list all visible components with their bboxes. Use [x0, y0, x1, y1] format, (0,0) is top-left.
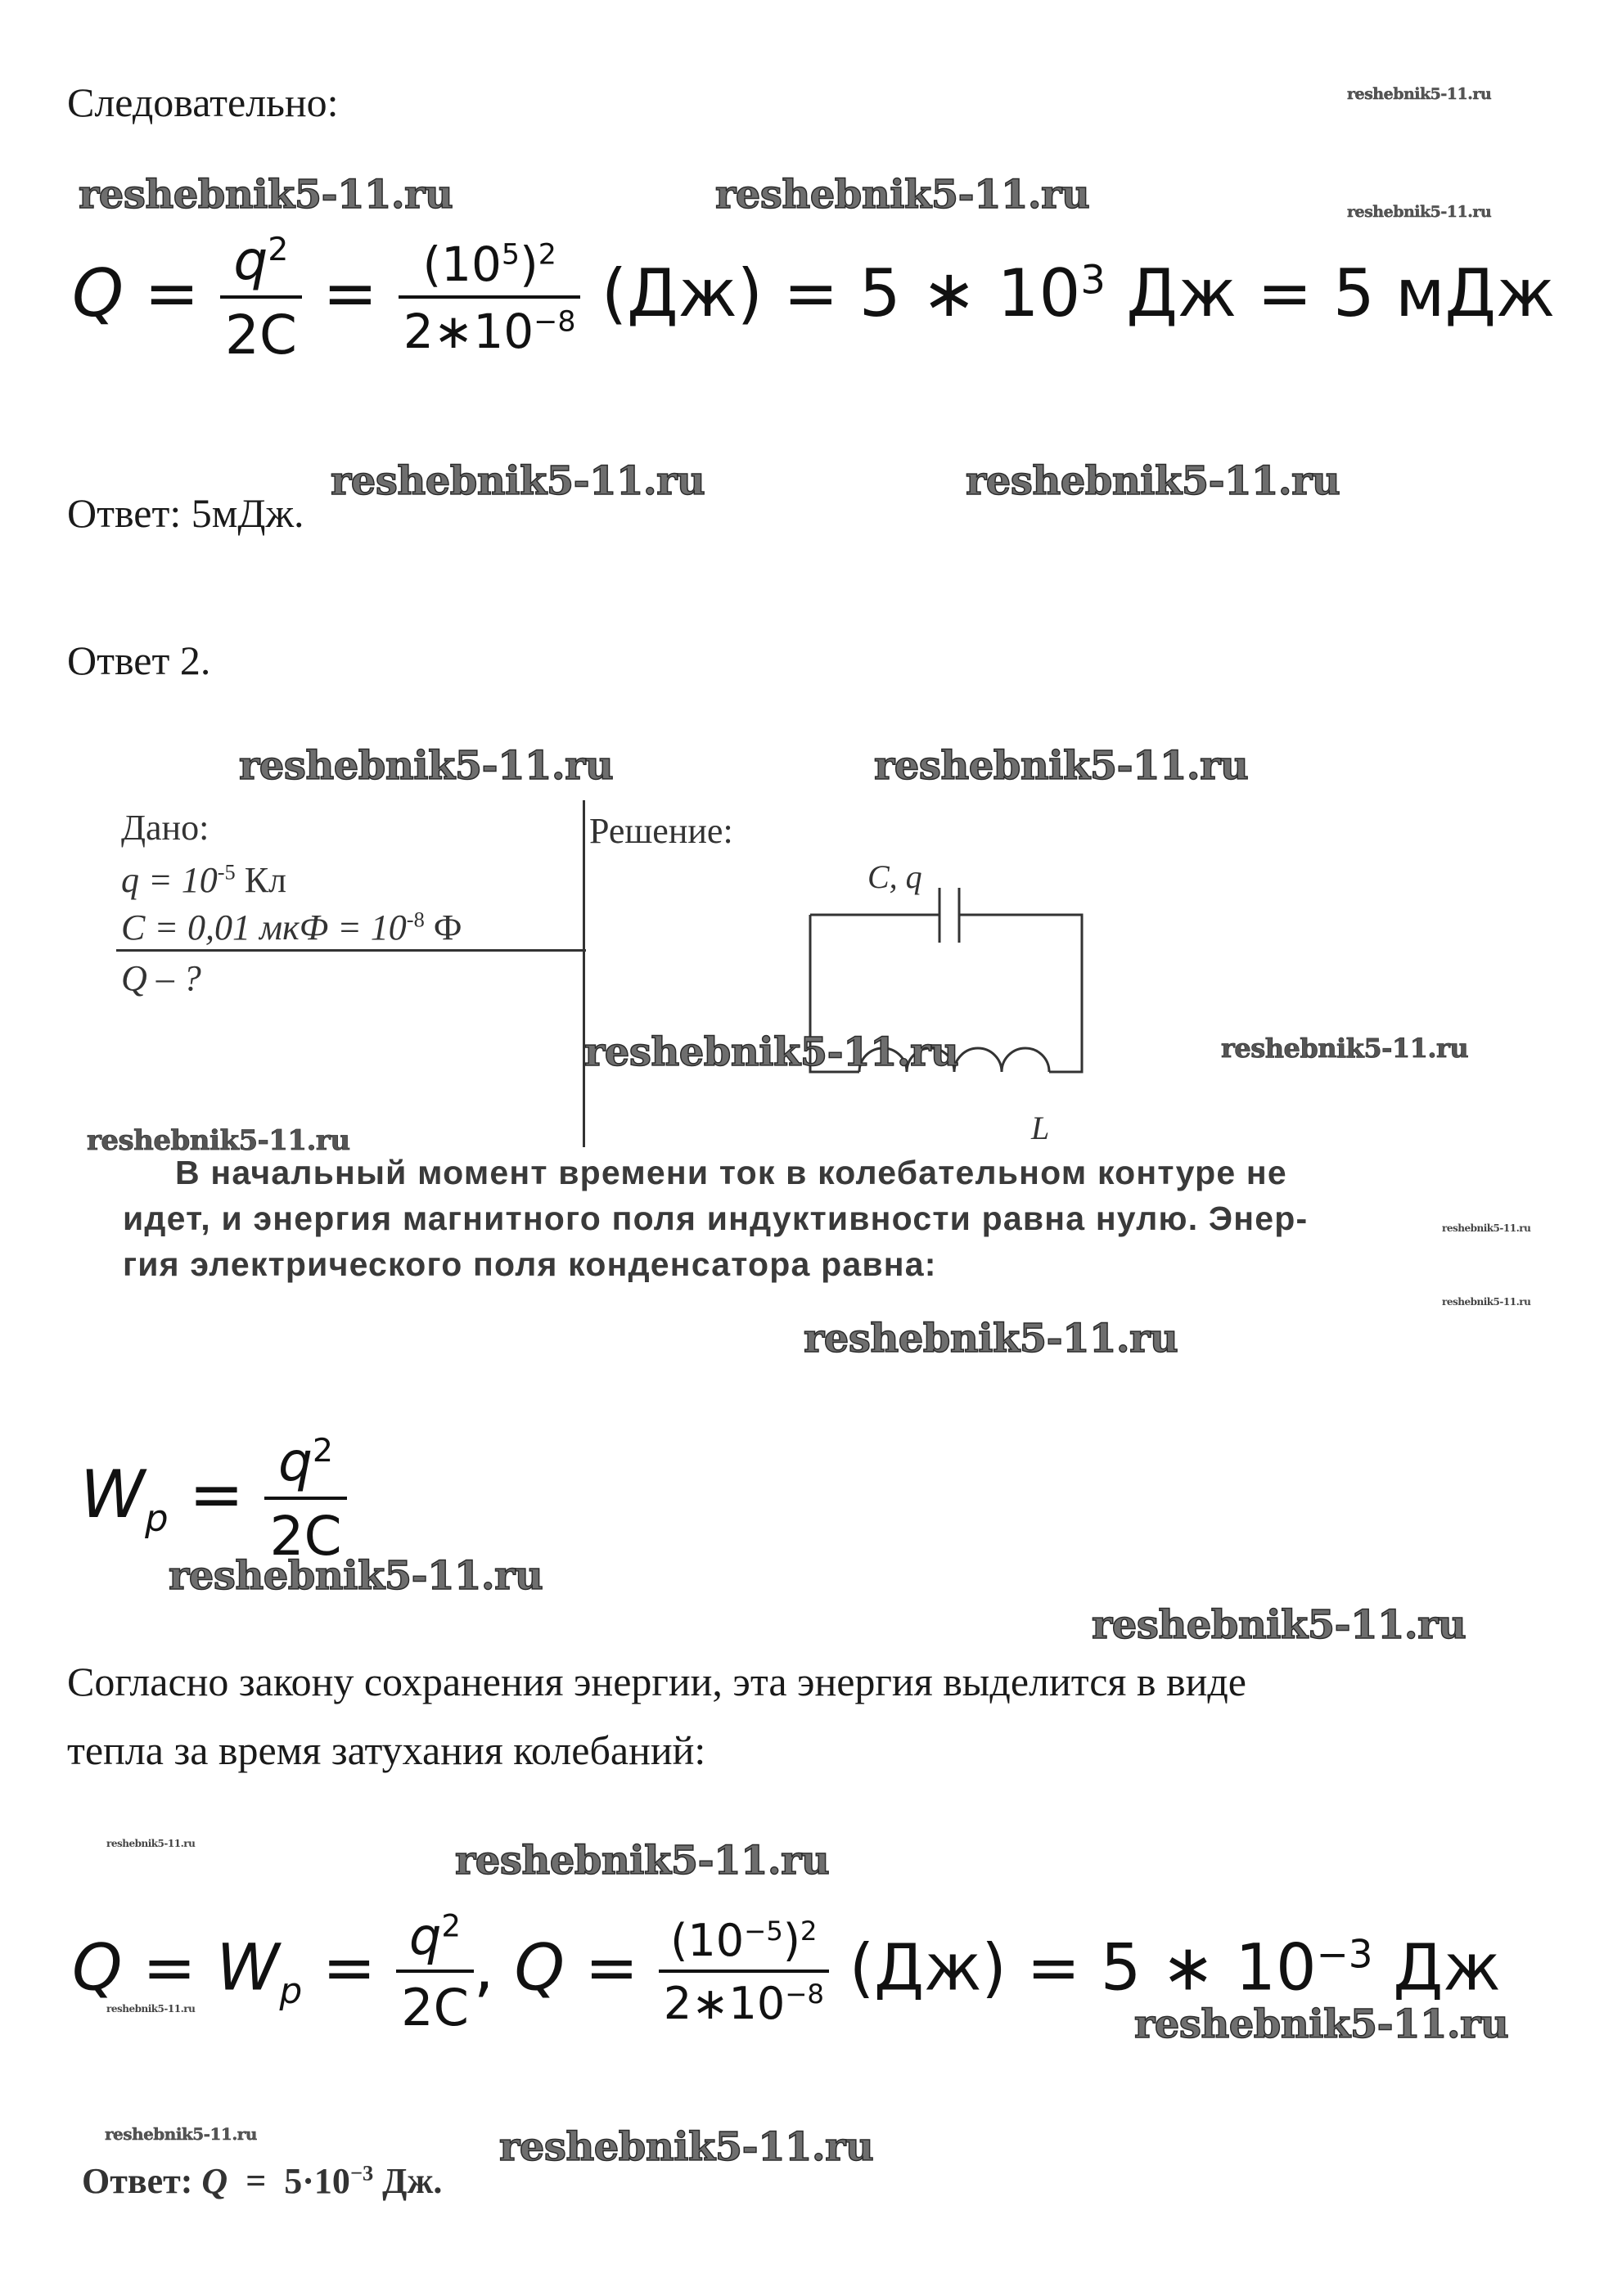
exponent: 2	[312, 1432, 334, 1470]
fraction	[396, 1907, 474, 2037]
equation-unit-part: (Дж) = 5 ∗ 10	[849, 1931, 1317, 2006]
watermark-text: reshebnik5-11.ru	[105, 2124, 257, 2144]
denominator: 2∗10	[663, 1978, 786, 2029]
equation-electric-energy	[80, 1430, 347, 1568]
math-operator: =	[322, 254, 378, 331]
denominator: 2C	[220, 295, 302, 367]
given-find: Q – ?	[121, 958, 201, 998]
exponent: 5	[501, 238, 520, 272]
paragraph-conservation-line: Согласно закону сохранения энергии, эта энергия выделится в виде	[67, 1659, 1246, 1704]
exponent: -5	[217, 859, 236, 885]
inductor-label: L	[1031, 1110, 1050, 1146]
paren: )	[520, 236, 538, 292]
equation-result: Дж	[1393, 1931, 1501, 2006]
capacitor-label: C, q	[867, 858, 922, 895]
denominator: 2C	[396, 1970, 474, 2037]
math-symbol: W	[216, 1931, 280, 2006]
math-operator: =	[142, 1931, 196, 2006]
watermark-text: reshebnik5-11.ru	[1221, 1033, 1469, 1064]
final-answer-prefix: Ответ:	[82, 2161, 202, 2201]
lc-circuit-diagram	[786, 851, 1097, 1162]
numerator-base: (10	[422, 236, 502, 292]
watermark-text: reshebnik5-11.ru	[455, 1838, 830, 1884]
exponent: −5	[744, 1916, 783, 1947]
paragraph-conservation-line: тепла за время затухания колебаний:	[67, 1727, 706, 1773]
final-answer-value: = 5·10	[228, 2161, 350, 2201]
math-symbol: q	[233, 229, 268, 292]
scan-line: В начальный момент времени ток в колебательном контуре не	[175, 1154, 1287, 1191]
given-capacitance-value: C = 0,01 мкФ = 10	[121, 907, 407, 948]
unit: Ф	[424, 907, 462, 948]
watermark-text: reshebnik5-11.ru	[331, 458, 705, 504]
watermark-text: reshebnik5-11.ru	[1134, 2001, 1509, 2047]
math-symbol: Q	[201, 2161, 228, 2201]
subscript: p	[145, 1496, 169, 1540]
watermark-text: reshebnik5-11.ru	[715, 172, 1090, 218]
watermark-text: reshebnik5-11.ru	[1442, 1222, 1531, 1234]
exponent: 2	[268, 231, 289, 268]
exponent: 2	[800, 1916, 818, 1947]
given-title: Дано:	[121, 808, 210, 848]
exponent: −8	[785, 1979, 824, 2010]
equation-unit-part: (Дж) = 5 ∗ 10	[601, 254, 1081, 331]
fraction	[220, 229, 302, 367]
math-symbol: Q	[72, 1931, 123, 2006]
final-answer	[82, 2160, 442, 2202]
watermark-text: reshebnik5-11.ru	[239, 743, 614, 789]
math-operator: =	[144, 254, 200, 331]
watermark-text: reshebnik5-11.ru	[169, 1553, 543, 1599]
scan-line: гия электрического поля конденсатора равна:	[123, 1245, 937, 1283]
given-capacitance	[121, 907, 462, 948]
watermark-text: reshebnik5-11.ru	[1347, 203, 1492, 221]
watermark-text: reshebnik5-11.ru	[1442, 1296, 1531, 1308]
given-charge-value: q = 10	[121, 860, 218, 900]
math-operator: =	[584, 1931, 639, 2006]
watermark-text: reshebnik5-11.ru	[79, 172, 453, 218]
watermark-text: reshebnik5-11.ru	[499, 2124, 874, 2170]
math-symbol: q	[409, 1907, 442, 1966]
fraction	[659, 1915, 829, 2029]
exponent: −8	[534, 305, 576, 339]
watermark-text: reshebnik5-11.ru	[1347, 85, 1492, 103]
scan-line: идет, и энергия магнитного поля индуктивности равна нулю. Энер-	[123, 1200, 1309, 1237]
math-operator: =	[322, 1931, 376, 2006]
denominator: 2C	[264, 1497, 346, 1568]
math-symbol: W	[80, 1456, 146, 1533]
math-symbol: Q	[514, 1931, 565, 2006]
exponent: 3	[1080, 257, 1106, 304]
watermark-text: reshebnik5-11.ru	[106, 1838, 196, 1849]
watermark-text: reshebnik5-11.ru	[584, 1029, 959, 1075]
vertical-divider	[583, 800, 585, 1147]
paragraph-consequently: Следовательно:	[67, 79, 339, 125]
answer-2-title: Ответ 2.	[67, 637, 211, 683]
unit: Кл	[235, 860, 286, 900]
watermark-text: reshebnik5-11.ru	[804, 1316, 1178, 1362]
numerator-base: (10	[670, 1915, 745, 1966]
watermark-text: reshebnik5-11.ru	[106, 2003, 196, 2015]
watermark-text: reshebnik5-11.ru	[874, 743, 1249, 789]
subscript: p	[279, 1970, 303, 2013]
watermark-text: reshebnik5-11.ru	[87, 1124, 350, 1157]
math-symbol: Q	[72, 254, 124, 331]
watermark-text: reshebnik5-11.ru	[1092, 1602, 1467, 1648]
denominator: 2∗10	[403, 304, 534, 359]
given-divider	[116, 949, 586, 952]
exponent: -8	[406, 907, 425, 932]
exponent: −3	[1316, 1933, 1373, 1978]
fraction	[399, 236, 581, 359]
math-operator: =	[188, 1456, 245, 1533]
unit: Дж.	[373, 2161, 443, 2201]
paren: )	[782, 1915, 800, 1966]
exponent: 2	[538, 238, 556, 272]
solution-title: Решение:	[589, 811, 733, 851]
equation-heat-1	[72, 229, 1555, 367]
exponent: −3	[349, 2160, 374, 2186]
answer-1: Ответ: 5мДж.	[67, 490, 304, 536]
given-charge	[121, 859, 286, 901]
exponent: 2	[441, 1907, 462, 1944]
math-symbol: q	[277, 1430, 313, 1493]
watermark-text: reshebnik5-11.ru	[966, 458, 1340, 504]
fraction	[264, 1430, 346, 1568]
comma: ,	[473, 1931, 494, 2006]
equation-result: Дж = 5 мДж	[1126, 254, 1556, 331]
